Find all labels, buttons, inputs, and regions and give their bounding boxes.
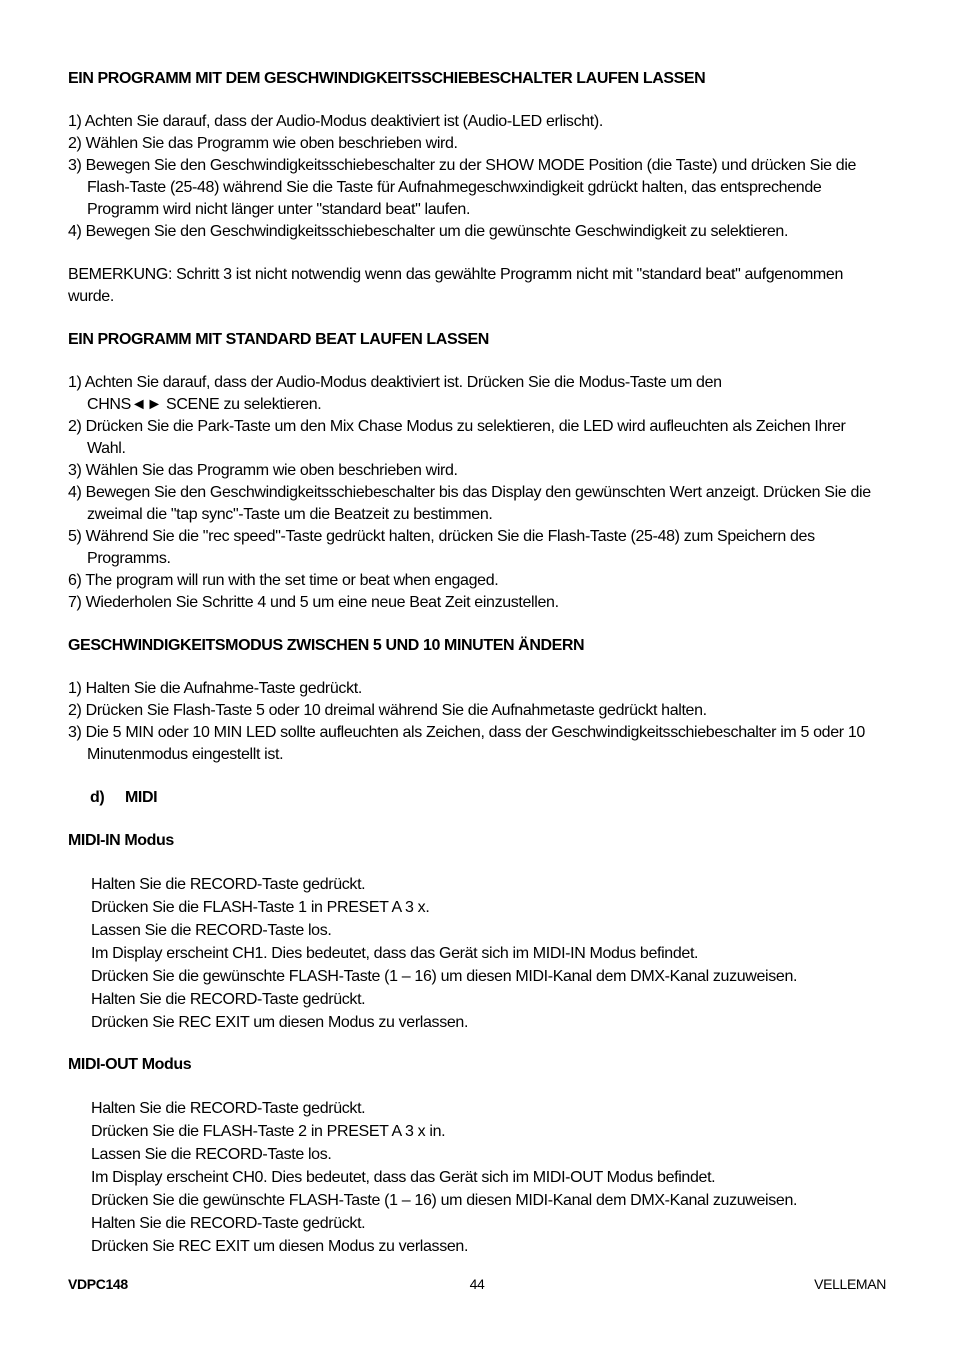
section-heading-standard-beat: EIN PROGRAMM MIT STANDARD BEAT LAUFEN LASSEN — [68, 331, 489, 348]
instruction-line: Lassen Sie die RECORD-Taste los. — [91, 1146, 332, 1163]
instruction-line: Im Display erscheint CH1. Dies bedeutet, dass das Gerät sich im MIDI-IN Modus befindet. — [91, 945, 699, 962]
instruction-line: Drücken Sie REC EXIT um diesen Modus zu verlassen. — [91, 1014, 469, 1031]
list-item: 1) Achten Sie darauf, dass der Audio-Modus deaktiviert ist (Audio-LED erlischt). — [68, 113, 603, 130]
list-item-line: 1) Achten Sie darauf, dass der Audio-Modus deaktiviert ist. Drücken Sie die Modus-Taste um den — [68, 374, 722, 391]
list-item: 3) Die 5 MIN oder 10 MIN LED sollte aufleuchten als Zeichen, dass der Geschwindigkeitsschiebeschalter im 5 oder 10 Minutenmodus eingestellt ist. — [68, 724, 865, 763]
list-item: 4) Bewegen Sie den Geschwindigkeitsschiebeschalter um die gewünschte Geschwindigkeit zu selektieren. — [68, 223, 789, 240]
instruction-line: Halten Sie die RECORD-Taste gedrückt. — [91, 1100, 366, 1117]
footer-page-number: 44 — [469, 1276, 485, 1292]
steps-list-minutes-mode — [68, 678, 888, 766]
subsection-title: MIDI — [125, 789, 158, 806]
list-item: 7) Wiederholen Sie Schritte 4 und 5 um eine neue Beat Zeit einzustellen. — [68, 594, 559, 611]
instruction-line: Drücken Sie die FLASH-Taste 1 in PRESET A 3 x. — [91, 899, 430, 916]
instruction-line: Halten Sie die RECORD-Taste gedrückt. — [91, 991, 366, 1008]
instruction-line: Drücken Sie REC EXIT um diesen Modus zu verlassen. — [91, 1238, 469, 1255]
list-item: 1) Halten Sie die Aufnahme-Taste gedrückt. — [68, 680, 362, 697]
instruction-line: Halten Sie die RECORD-Taste gedrückt. — [91, 1215, 366, 1232]
list-item — [68, 372, 888, 416]
instruction-line: Drücken Sie die gewünschte FLASH-Taste (1 – 16) um diesen MIDI-Kanal dem DMX-Kanal zuzuweisen. — [91, 968, 798, 985]
footer-model: VDPC148 — [68, 1276, 128, 1292]
subsection-heading-midi — [68, 787, 888, 809]
note-text: BEMERKUNG: Schritt 3 ist nicht notwendig wenn das gewählte Programm nicht mit "standard beat" aufgenommen wurde. — [68, 266, 843, 305]
steps-list-standard-beat — [68, 372, 888, 614]
midi-in-instructions — [68, 873, 888, 1034]
section-heading-speed-slider: EIN PROGRAMM MIT DEM GESCHWINDIGKEITSSCHIEBESCHALTER LAUFEN LASSEN — [68, 70, 706, 87]
instruction-line: Drücken Sie die gewünschte FLASH-Taste (1 – 16) um diesen MIDI-Kanal dem DMX-Kanal zuzuweisen. — [91, 1192, 798, 1209]
instruction-line: Im Display erscheint CH0. Dies bedeutet, dass das Gerät sich im MIDI-OUT Modus befindet. — [91, 1169, 716, 1186]
list-item: 3) Bewegen Sie den Geschwindigkeitsschiebeschalter zu der SHOW MODE Position (die Taste) und drücken Sie die Flash-Taste (25-48) während Sie die Taste für Aufnahmegeschwxindigkeit gdrückt halten, das entsprechende Programm wird nicht länger unter "standard beat" laufen. — [68, 157, 857, 218]
manual-page — [68, 68, 888, 1258]
steps-list-speed-slider — [68, 111, 888, 243]
section-heading-minutes-mode: GESCHWINDIGKEITSMODUS ZWISCHEN 5 UND 10 MINUTEN ÄNDERN — [68, 637, 585, 654]
list-item: 3) Wählen Sie das Programm wie oben beschrieben wird. — [68, 462, 458, 479]
list-item: 2) Drücken Sie Flash-Taste 5 oder 10 dreimal während Sie die Aufnahmetaste gedrückt halten. — [68, 702, 707, 719]
instruction-line: Halten Sie die RECORD-Taste gedrückt. — [91, 876, 366, 893]
list-item: 2) Drücken Sie die Park-Taste um den Mix Chase Modus zu selektieren, die LED wird aufleuchten als Zeichen Ihrer Wahl. — [68, 418, 846, 457]
page-footer — [68, 1275, 886, 1293]
footer-brand: VELLEMAN — [814, 1276, 886, 1292]
list-item: 5) Während Sie die "rec speed"-Taste gedrückt halten, drücken Sie die Flash-Taste (25-48) zum Speichern des Programms. — [68, 528, 815, 567]
subsection-number: d) — [90, 789, 105, 806]
list-item: 6) The program will run with the set time or beat when engaged. — [68, 572, 499, 589]
list-item: 2) Wählen Sie das Programm wie oben beschrieben wird. — [68, 135, 458, 152]
midi-out-instructions — [68, 1097, 888, 1258]
list-item-line: CHNS◄► SCENE zu selektieren. — [87, 396, 322, 413]
instruction-line: Drücken Sie die FLASH-Taste 2 in PRESET A 3 x in. — [91, 1123, 446, 1140]
section-heading-midi-in: MIDI-IN Modus — [68, 832, 174, 849]
section-heading-midi-out: MIDI-OUT Modus — [68, 1056, 192, 1073]
list-item: 4) Bewegen Sie den Geschwindigkeitsschiebeschalter bis das Display den gewünschten Wert anzeigt. Drücken Sie die zweimal die "tap sync"-Taste um die Beatzeit zu bestimmen. — [68, 484, 871, 523]
instruction-line: Lassen Sie die RECORD-Taste los. — [91, 922, 332, 939]
